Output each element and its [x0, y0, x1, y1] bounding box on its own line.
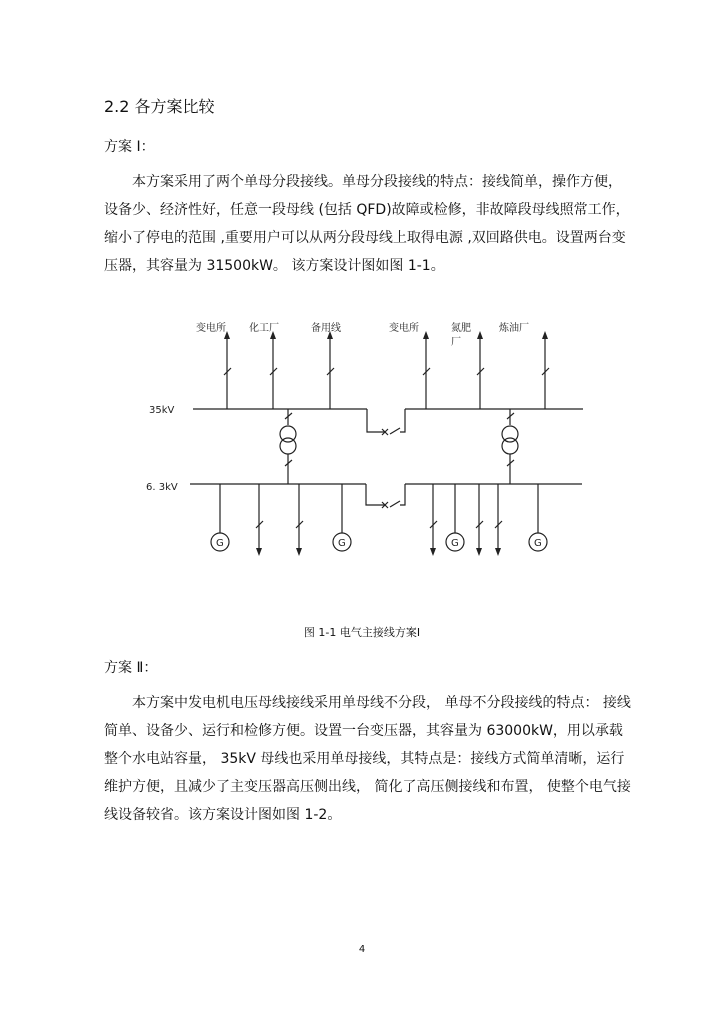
scheme-1-line-4: 压器，其容量为 31500kW。 该方案设计图如图 1-1。 — [104, 258, 445, 274]
feeder-5-label-2: 厂 — [451, 337, 461, 348]
bus-coupler-35kv — [367, 409, 385, 432]
feeder-3-label: 备用线 — [311, 323, 341, 334]
scheme-2-line-5: 线设备较省。该方案设计图如图 1-2。 — [104, 807, 342, 823]
scheme-1-line-1: 本方案采用了两个单母分段接线。单母分段接线的特点：接线简单，操作方便， — [132, 174, 622, 190]
scheme-1-line-3: 缩小了停电的范围 ,重要用户可以从两分段母线上取得电源 ,双回路供电。设置两台变 — [104, 230, 626, 246]
scheme-2-line-1: 本方案中发电机电压母线接线采用单母线不分段， 单母不分段接线的特点： 接线 — [132, 695, 631, 711]
generator-1-label: G — [216, 538, 224, 549]
scheme-2-line-3: 整个水电站容量， 35kV 母线也采用单母接线，其特点是：接线方式简单清晰，运行 — [104, 751, 625, 767]
feeder-4-label: 变电所 — [389, 323, 419, 334]
scheme-2-line-4: 维护方便，且减少了主变压器高压侧出线， 简化了高压侧接线和布置， 使整个电气接 — [104, 779, 631, 795]
generator-2-label: G — [338, 538, 346, 549]
feeder-1-label: 变电所 — [196, 323, 226, 334]
transformer-1-lower — [280, 438, 296, 454]
feeder-5-label: 氮肥 — [451, 323, 471, 334]
page-number: 4 — [358, 944, 366, 955]
generator-3-label: G — [451, 538, 459, 549]
scheme-2-label: 方案 Ⅱ： — [104, 660, 158, 676]
bus-35kv-label: 35kV — [149, 405, 175, 416]
scheme-1-label: 方案 Ⅰ： — [104, 139, 155, 155]
transformer-2-lower — [502, 438, 518, 454]
bus-6kv-label: 6. 3kV — [146, 482, 178, 493]
feeder-6-label: 炼油厂 — [499, 323, 529, 334]
scheme-1-line-2: 设备少、经济性好，任意一段母线 (包括 QFD)故障或检修，非故障段母线照常工作， — [104, 202, 630, 218]
section-heading: 2.2 各方案比较 — [104, 97, 215, 116]
scheme-2-line-2: 简单、设备少、运行和检修方便。设置一台变压器，其容量为 63000kW，用以承载 — [104, 723, 623, 739]
generator-4-label: G — [534, 538, 542, 549]
feeder-2-label: 化工厂 — [249, 323, 279, 334]
figure-caption: 图 1-1 电气主接线方案Ⅰ — [303, 626, 421, 639]
